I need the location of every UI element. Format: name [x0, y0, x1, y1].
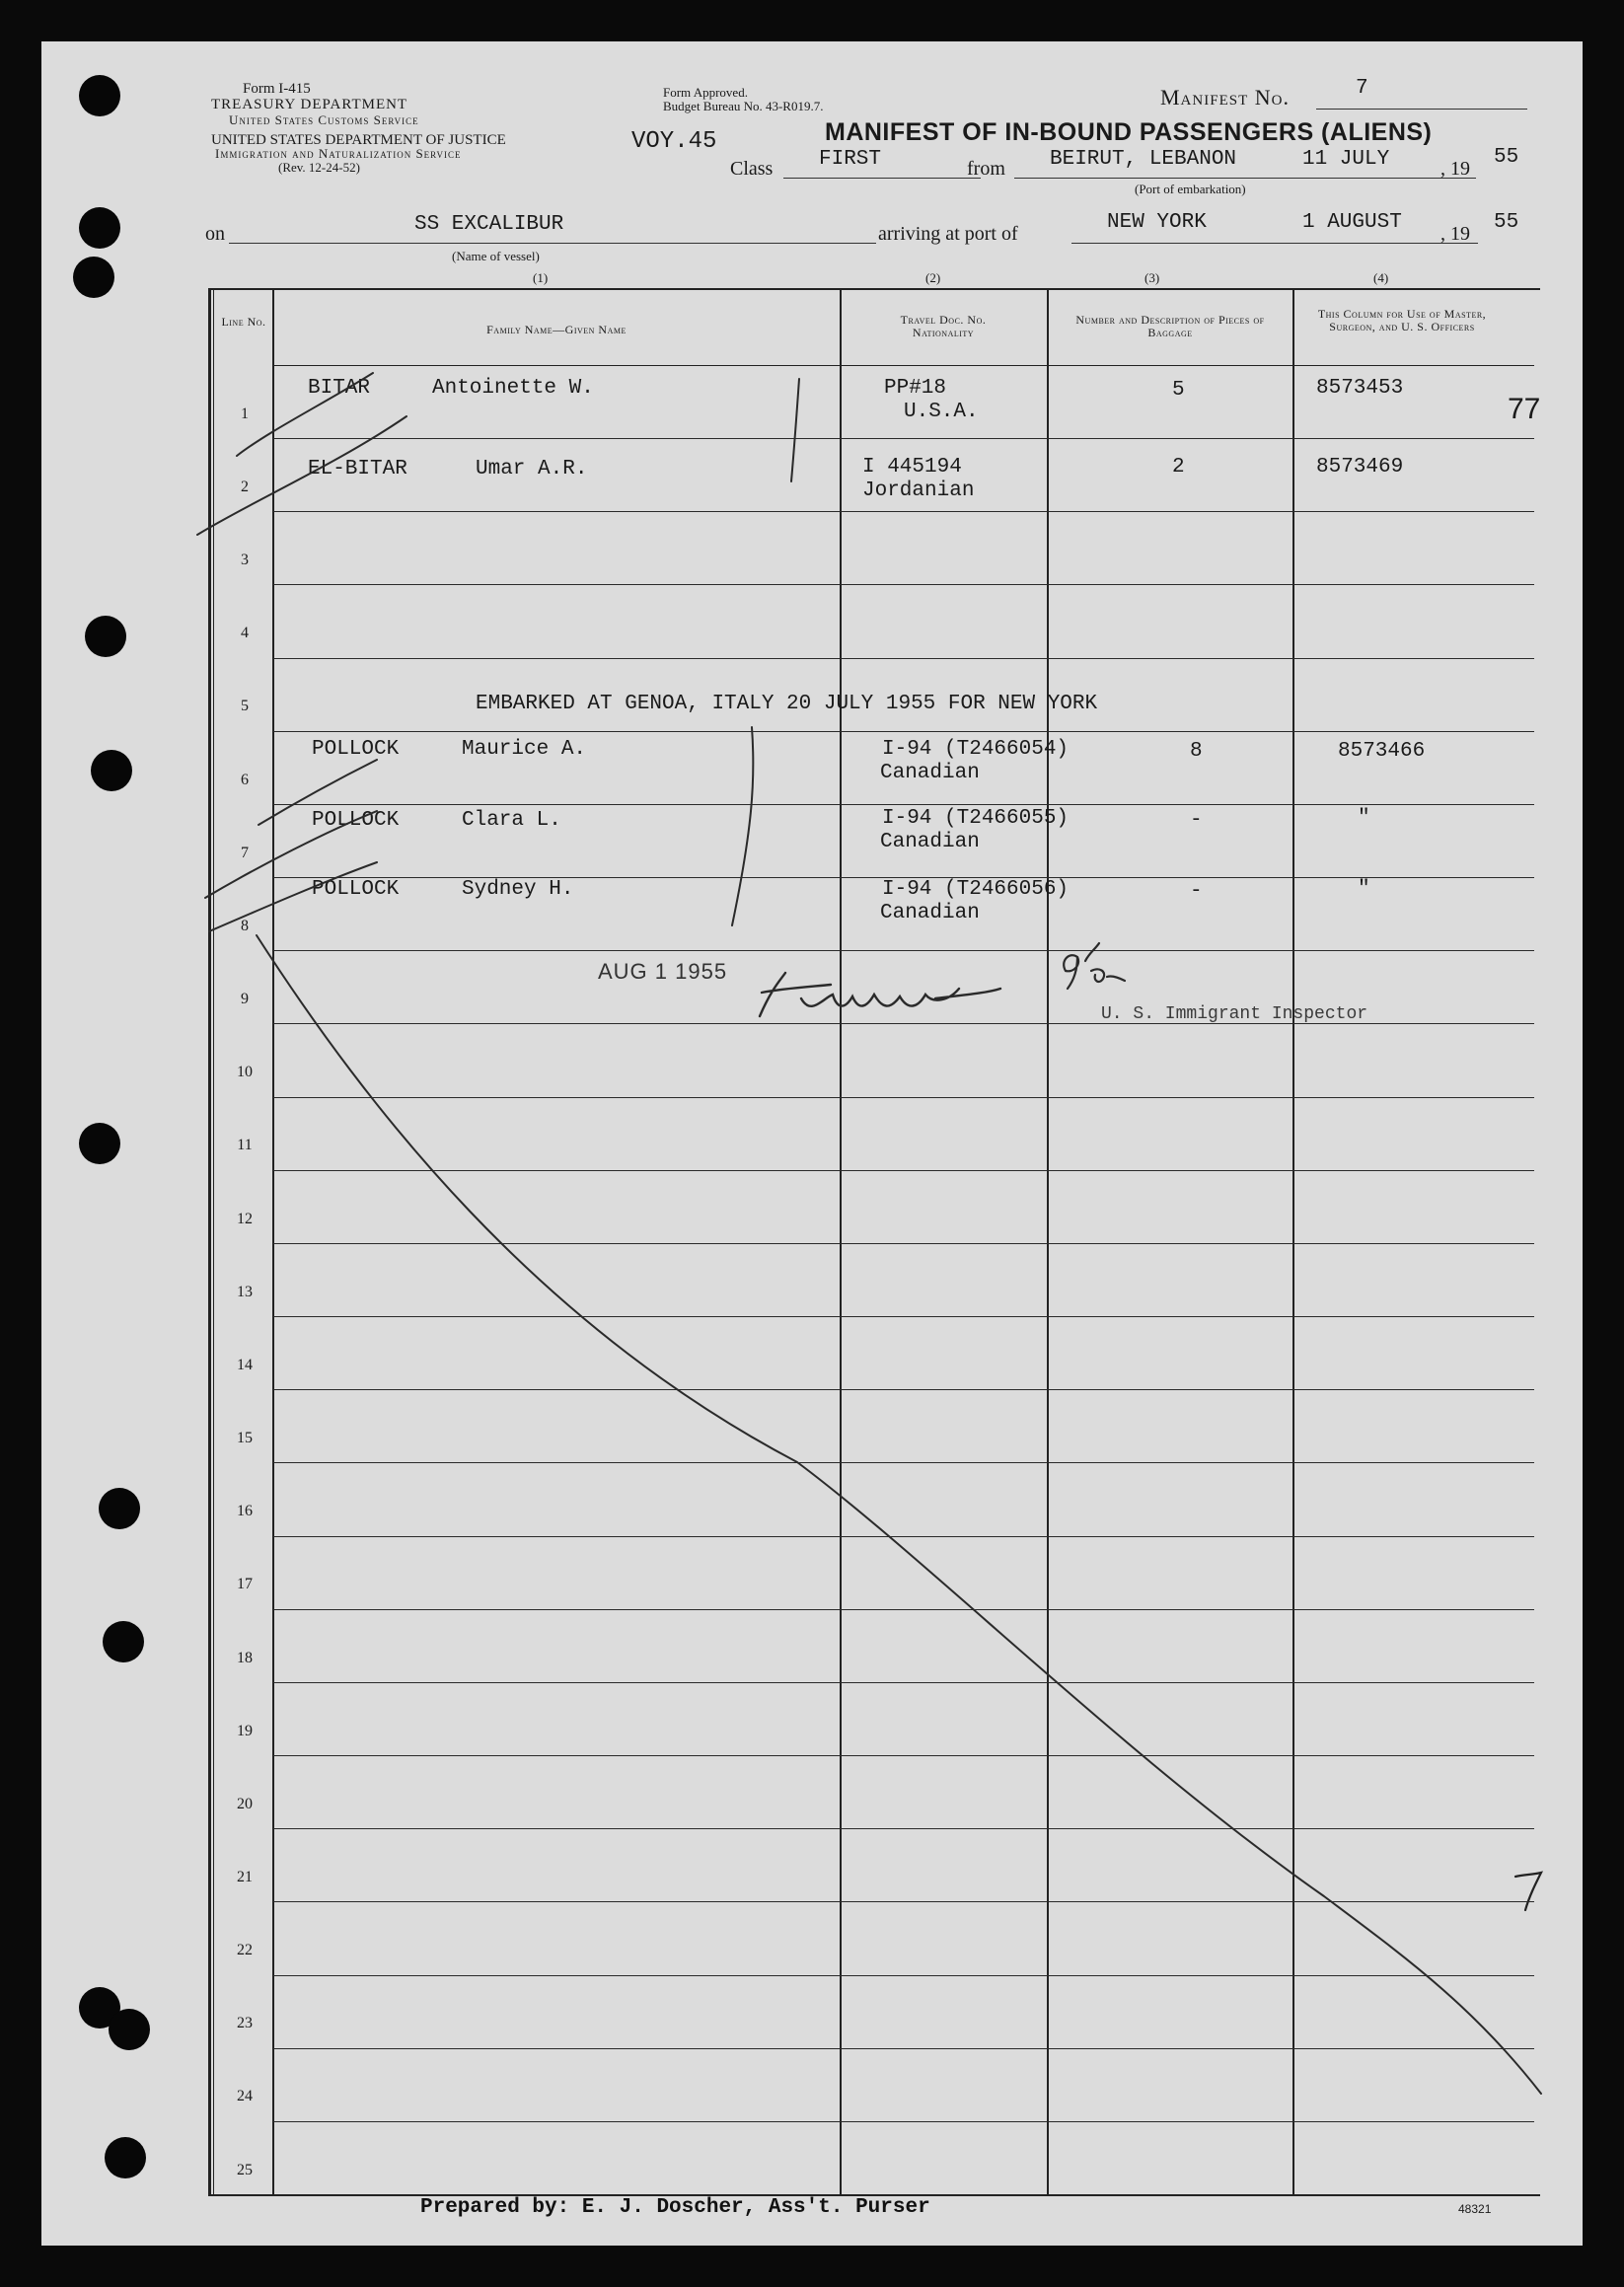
travel-doc: I-94 (T2466054) — [882, 738, 1070, 761]
line-number: 7 — [241, 845, 249, 861]
line-number: 11 — [237, 1137, 253, 1153]
row-rule — [273, 2121, 1534, 2122]
row-rule — [273, 658, 1534, 659]
class-label: Class — [730, 158, 774, 180]
manifest-title: MANIFEST OF IN-BOUND PASSENGERS (ALIENS) — [825, 118, 1433, 146]
voyage-number: VOY.45 — [631, 128, 717, 155]
embarked-note: EMBARKED AT GENOA, ITALY 20 JULY 1955 FOR NEW YORK — [476, 693, 1098, 715]
class-value: FIRST — [819, 148, 882, 171]
binder-hole — [105, 2137, 146, 2178]
nationality: Canadian — [880, 902, 980, 924]
year-prefix-1: , 19 — [1440, 158, 1470, 180]
line-number: 25 — [237, 2162, 253, 2178]
given-name: Antoinette W. — [432, 377, 594, 400]
row-rule — [273, 1755, 1534, 1756]
nationality: Canadian — [880, 762, 980, 784]
travel-doc: I-94 (T2466056) — [882, 878, 1070, 901]
family-name: BITAR — [308, 377, 371, 400]
binder-hole — [99, 1488, 140, 1529]
on-label: on — [205, 223, 225, 245]
given-name: Maurice A. — [462, 738, 587, 761]
manifest-number: 7 — [1356, 77, 1368, 100]
binder-hole — [85, 616, 126, 657]
col-header-line: Line No. — [221, 315, 266, 329]
row-rule — [273, 804, 1534, 805]
family-name: POLLOCK — [312, 738, 400, 761]
line-number: 5 — [241, 698, 249, 714]
vessel-name: SS EXCALIBUR — [414, 213, 564, 236]
baggage-count: 2 — [1172, 456, 1185, 479]
given-name: Umar A.R. — [476, 458, 588, 480]
page-mark: 77 — [1508, 393, 1541, 425]
row-rule — [273, 1828, 1534, 1829]
line-number: 2 — [241, 479, 249, 495]
colnum-4: (4) — [1373, 270, 1389, 285]
arrival-port: NEW YORK — [1107, 211, 1207, 234]
line-number: 17 — [237, 1576, 253, 1592]
arriving-label: arriving at port of — [878, 223, 1018, 245]
row-rule — [273, 1023, 1534, 1024]
justice-department: UNITED STATES DEPARTMENT OF JUSTICE — [211, 132, 506, 148]
baggage-count: - — [1190, 880, 1203, 903]
from-label: from — [967, 158, 1005, 180]
family-name: POLLOCK — [312, 809, 400, 832]
line-number: 3 — [241, 552, 249, 568]
travel-doc: PP#18 — [884, 377, 947, 400]
row-rule — [273, 1682, 1534, 1683]
row-rule — [273, 1316, 1534, 1317]
row-rule — [273, 438, 1534, 439]
line-number: 16 — [237, 1503, 253, 1519]
row-rule — [273, 2048, 1534, 2049]
port-embark-caption: (Port of embarkation) — [1135, 182, 1246, 196]
baggage-count: - — [1190, 809, 1203, 832]
colnum-1: (1) — [533, 270, 549, 285]
form-approved: Form Approved. — [663, 85, 748, 100]
embarkation-port: BEIRUT, LEBANON — [1050, 148, 1237, 171]
row-rule — [273, 950, 1534, 951]
line-number: 22 — [237, 1942, 253, 1958]
embarkation-date: 11 JULY — [1302, 148, 1390, 171]
arrival-year: 55 — [1494, 211, 1519, 234]
family-name: POLLOCK — [312, 878, 400, 901]
officer-number: " — [1358, 807, 1370, 830]
col-header-baggage: Number and Description of Pieces of Baggage — [1075, 313, 1265, 339]
binder-hole — [109, 2009, 150, 2050]
row-rule — [273, 1609, 1534, 1610]
baggage-count: 5 — [1172, 379, 1185, 402]
line-number: 24 — [237, 2088, 253, 2104]
line-number: 21 — [237, 1869, 253, 1885]
row-rule — [273, 1975, 1534, 1976]
line-number: 15 — [237, 1430, 253, 1446]
line-number: 4 — [241, 625, 249, 641]
line-number: 10 — [237, 1064, 253, 1080]
line-number: 13 — [237, 1284, 253, 1300]
colnum-3: (3) — [1144, 270, 1160, 285]
line-number: 8 — [241, 918, 249, 934]
row-rule — [273, 1389, 1534, 1390]
line-number: 9 — [241, 991, 249, 1007]
nationality: U.S.A. — [904, 401, 979, 423]
revision-date: (Rev. 12-24-52) — [278, 160, 360, 175]
row-rule — [273, 511, 1534, 512]
line-number: 1 — [241, 406, 249, 422]
binder-hole — [103, 1621, 144, 1662]
family-name: EL-BITAR — [308, 458, 407, 480]
travel-doc: I-94 (T2466055) — [882, 807, 1070, 830]
form-code: 48321 — [1458, 2202, 1492, 2216]
colnum-2: (2) — [925, 270, 941, 285]
nationality: Jordanian — [862, 480, 975, 502]
binder-hole — [79, 1123, 120, 1164]
vessel-caption: (Name of vessel) — [452, 249, 540, 263]
officer-number: 8573453 — [1316, 377, 1404, 400]
treasury-department: TREASURY DEPARTMENT — [211, 97, 408, 112]
row-rule — [273, 731, 1534, 732]
year-prefix-2: , 19 — [1440, 223, 1470, 245]
inspector-title: U. S. Immigrant Inspector — [1101, 1004, 1368, 1024]
row-rule — [273, 1901, 1534, 1902]
budget-bureau: Budget Bureau No. 43-R019.7. — [663, 99, 824, 113]
binder-hole — [79, 75, 120, 116]
given-name: Clara L. — [462, 809, 561, 832]
officer-number: 8573466 — [1338, 740, 1426, 763]
customs-service: United States Customs Service — [229, 112, 419, 127]
stamp-date: AUG 1 1955 — [598, 959, 728, 984]
binder-hole — [79, 207, 120, 249]
binder-hole — [73, 257, 114, 298]
ins-label: Immigration and Naturalization Service — [215, 146, 462, 161]
officer-number: " — [1358, 878, 1370, 901]
line-number: 14 — [237, 1357, 253, 1373]
row-rule — [273, 1243, 1534, 1244]
travel-doc: I 445194 — [862, 456, 962, 479]
col-header-officers: This Column for Use of Master, Surgeon, and U. S. Officers — [1317, 307, 1487, 333]
embarkation-year: 55 — [1494, 146, 1519, 169]
col-header-name: Family Name—Given Name — [486, 323, 627, 336]
nationality: Canadian — [880, 831, 980, 853]
row-rule — [273, 1462, 1534, 1463]
row-rule — [273, 877, 1534, 878]
col-header-travel-doc: Travel Doc. No. Nationality — [900, 313, 987, 339]
line-number: 12 — [237, 1211, 253, 1227]
binder-hole — [91, 750, 132, 791]
line-number: 6 — [241, 772, 249, 788]
manifest-page — [41, 41, 1583, 2246]
cancellation-strokes — [41, 41, 1583, 2246]
given-name: Sydney H. — [462, 878, 574, 901]
row-rule — [273, 1170, 1534, 1171]
line-number: 19 — [237, 1723, 253, 1739]
row-rule — [273, 1536, 1534, 1537]
prepared-by: Prepared by: E. J. Doscher, Ass't. Purser — [420, 2196, 930, 2219]
row-rule — [273, 584, 1534, 585]
baggage-count: 8 — [1190, 740, 1203, 763]
arrival-date: 1 AUGUST — [1302, 211, 1402, 234]
officer-number: 8573469 — [1316, 456, 1404, 479]
row-rule — [273, 1097, 1534, 1098]
line-number: 18 — [237, 1650, 253, 1666]
line-number: 20 — [237, 1796, 253, 1812]
manifest-label: Manifest No. — [1160, 85, 1290, 110]
line-number: 23 — [237, 2015, 253, 2031]
form-number: Form I-415 — [243, 81, 311, 97]
